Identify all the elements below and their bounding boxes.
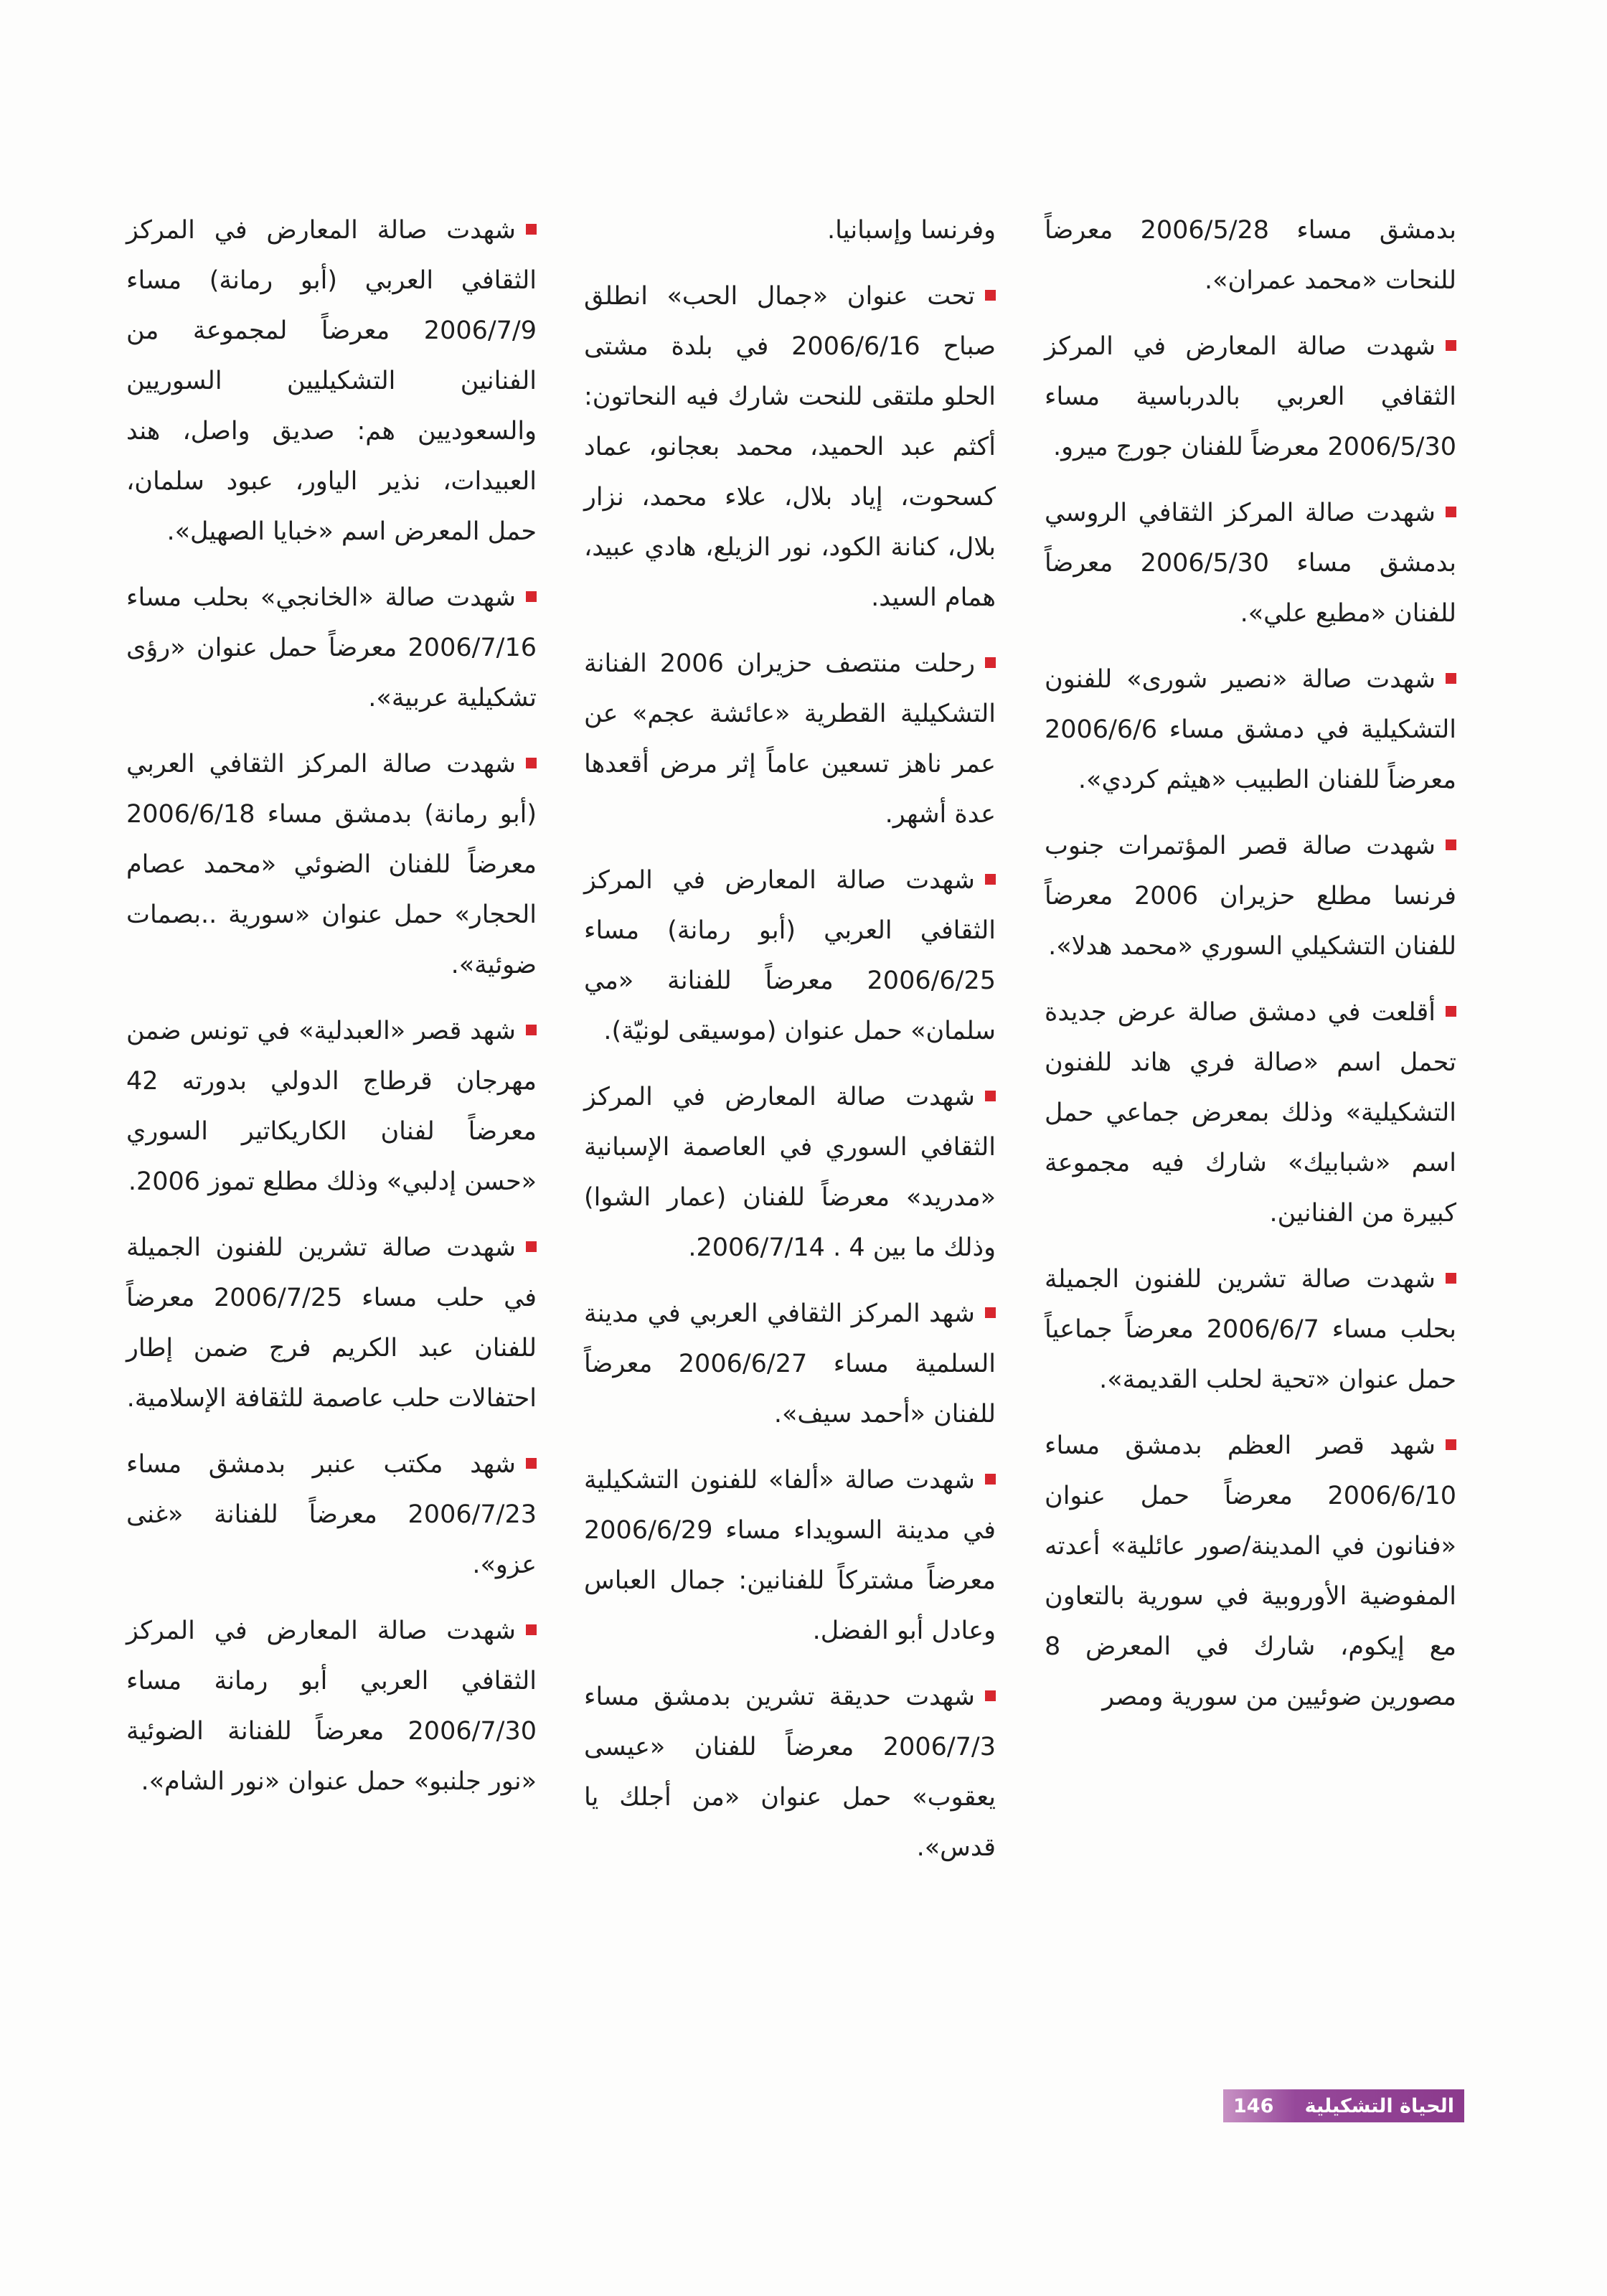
footer-page-tab: [1223, 2089, 1464, 2122]
news-item-text: شهدت صالة المعارض في المركز الثقافي العربي (أبو رمانة) مساء 2006/7/9 معرضاً لمجموعة من الفنانين التشكيليين السوريين والسعوديين هم: صديق واصل، هند العبيدات، نذير الياور، عبود سلمان، حمل المعرض اسم «خبايا الصهيل».: [126, 216, 537, 546]
bullet-square-icon: [985, 1474, 996, 1485]
page-number: 146: [1233, 2094, 1274, 2117]
news-item: [584, 271, 996, 623]
news-item-text: شهدت صالة «ألفا» للفنون التشكيلية في مدينة السويداء مساء 2006/6/29 معرضاً مشتركاً للفنانين: جمال العباس وعادل أبو الفضل.: [584, 1466, 996, 1645]
news-item-text: تحت عنوان «جمال الحب» انطلق صباح 2006/6/16 في بلدة مشتى الحلو ملتقى للنحت شارك فيه النحاتون: أكثم عبد الحميد، محمد بعجانو، عماد كسحوت، إياد بلال، علاء محمد، نزار بلال، كنانة الكود، نور الزيلع، هادي عبيد، همام السيد.: [584, 282, 996, 612]
news-item: [126, 1439, 537, 1590]
news-item-text: شهدت صالة المعارض في المركز الثقافي السوري في العاصمة الإسبانية «مدريد» معرضاً للفنان (عمار الشوا) وذلك ما بين 4 . 2006/7/14.: [584, 1083, 996, 1262]
news-item: [1045, 1254, 1456, 1405]
bullet-square-icon: [985, 657, 996, 668]
news-item: [1045, 987, 1456, 1238]
news-item: [584, 1455, 996, 1656]
news-item: [1045, 821, 1456, 971]
news-item: [1045, 321, 1456, 472]
news-item-text: شهد المركز الثقافي العربي في مدينة السلمية مساء 2006/6/27 معرضاً للفنان «أحمد سيف».: [584, 1299, 996, 1429]
bullet-square-icon: [526, 224, 537, 235]
news-item-text: شهدت صالة المركز الثقافي العربي (أبو رمانة) بدمشق مساء 2006/6/18 معرضاً للفنان الضوئي «محمد عصام الحجار» حمل عنوان «سورية ..بصمات ضوئية».: [126, 750, 537, 979]
news-item: [584, 1289, 996, 1439]
news-item: [126, 739, 537, 990]
bullet-square-icon: [985, 1307, 996, 1318]
bullet-square-icon: [526, 758, 537, 768]
bullet-square-icon: [526, 591, 537, 602]
bullet-square-icon: [526, 1241, 537, 1252]
news-item-continuation: [1045, 205, 1456, 306]
news-item-text: رحلت منتصف حزيران 2006 الفنانة التشكيلية القطرية «عائشة عجم» عن عمر ناهز تسعين عاماً إثر مرض أقعدها عدة أشهر.: [584, 649, 996, 829]
bullet-square-icon: [1446, 839, 1456, 850]
news-item: [126, 1606, 537, 1807]
news-item-text: بدمشق مساء 2006/5/28 معرضاً للنحات «محمد عمران».: [1045, 216, 1456, 295]
bullet-square-icon: [985, 1690, 996, 1701]
bullet-square-icon: [1446, 340, 1456, 351]
news-item-text: شهدت صالة المعارض في المركز الثقافي العربي بالدرباسية مساء 2006/5/30 معرضاً للفنان جورج ميرو.: [1045, 332, 1456, 461]
bullet-square-icon: [526, 1624, 537, 1635]
news-item-text: شهدت حديقة تشرين بدمشق مساء 2006/7/3 معرضاً للفنان «عيسى يعقوب» حمل عنوان «من أجلك يا قدس».: [584, 1683, 996, 1862]
bullet-square-icon: [985, 1091, 996, 1101]
news-item: [1045, 1421, 1456, 1722]
bullet-square-icon: [1446, 507, 1456, 517]
bullet-square-icon: [985, 290, 996, 301]
news-item-text: وفرنسا وإسبانيا.: [827, 216, 996, 245]
news-item-text: شهد قصر «العبدلية» في تونس ضمن مهرجان قرطاج الدولي بدورته 42 معرضاً لفنان الكاريكاتير السوري «حسن إدلبي» وذلك مطلع تموز 2006.: [126, 1017, 537, 1196]
news-item: [126, 1006, 537, 1207]
news-item-text: شهد مكتب عنبر بدمشق مساء 2006/7/23 معرضاً للفنانة «غنى عزو».: [126, 1450, 537, 1579]
news-item-text: شهدت صالة المركز الثقافي الروسي بدمشق مساء 2006/5/30 معرضاً للفنان «مطيع علي».: [1045, 499, 1456, 628]
news-item: [126, 573, 537, 723]
news-item-text: شهدت صالة تشرين للفنون الجميلة في حلب مساء 2006/7/25 معرضاً للفنان عبد الكريم فرج ضمن إطار احتفالات حلب عاصمة للثقافة الإسلامية.: [126, 1233, 537, 1413]
column-right: [1045, 205, 1456, 1738]
bullet-square-icon: [526, 1025, 537, 1035]
news-item: [584, 1672, 996, 1873]
column-left: [126, 205, 537, 1822]
bullet-square-icon: [985, 874, 996, 885]
news-item: [1045, 488, 1456, 639]
bullet-square-icon: [1446, 1273, 1456, 1284]
news-item-text: شهدت صالة قصر المؤتمرات جنوب فرنسا مطلع حزيران 2006 معرضاً للفنان التشكيلي السوري «محمد هدلا».: [1045, 832, 1456, 961]
magazine-title: الحياة التشكيلية: [1304, 2094, 1454, 2117]
news-item-text: شهدت صالة «الخانجي» بحلب مساء 2006/7/16 معرضاً حمل عنوان «رؤى تشكيلية عربية».: [126, 583, 537, 712]
news-item-text: شهدت صالة المعارض في المركز الثقافي العربي (أبو رمانة) مساء 2006/6/25 معرضاً للفنانة «مي سلمان» حمل عنوان (موسيقى لونيّة).: [584, 866, 996, 1045]
news-item-text: أقلعت في دمشق صالة عرض جديدة تحمل اسم «صالة فري هاند للفنون التشكيلية» وذلك بمعرض جماعي حمل اسم «شبابيك» شارك فيه مجموعة كبيرة من الفنانين.: [1045, 998, 1456, 1228]
news-item: [584, 1072, 996, 1273]
bullet-square-icon: [1446, 673, 1456, 684]
bullet-square-icon: [1446, 1006, 1456, 1017]
bullet-square-icon: [1446, 1439, 1456, 1450]
news-item-text: شهدت صالة المعارض في المركز الثقافي العربي أبو رمانة مساء 2006/7/30 معرضاً للفنانة الضوئية «نور جلنبو» حمل عنوان «نور الشام».: [126, 1617, 537, 1796]
news-item: [1045, 654, 1456, 805]
bullet-square-icon: [526, 1458, 537, 1469]
news-item: [126, 205, 537, 557]
news-item: [584, 639, 996, 839]
news-item: [584, 855, 996, 1056]
news-item-text: شهدت صالة «نصير شورى» للفنون التشكيلية في دمشق مساء 2006/6/6 معرضاً للفنان الطبيب «هيثم كردي».: [1045, 665, 1456, 794]
news-item: [126, 1223, 537, 1424]
news-item-continuation: [584, 205, 996, 255]
news-item-text: شهدت صالة تشرين للفنون الجميلة بحلب مساء 2006/6/7 معرضاً جماعياً حمل عنوان «تحية لحلب القديمة».: [1045, 1265, 1456, 1394]
news-item-text: شهد قصر العظم بدمشق مساء 2006/6/10 معرضاً حمل عنوان «فنانون في المدينة/صور عائلية» أعدته المفوضية الأوروبية في سورية بالتعاون مع إيكوم، شارك في المعرض 8 مصورين ضوئيين من سورية ومصر: [1045, 1431, 1456, 1711]
column-middle: [584, 205, 996, 1888]
